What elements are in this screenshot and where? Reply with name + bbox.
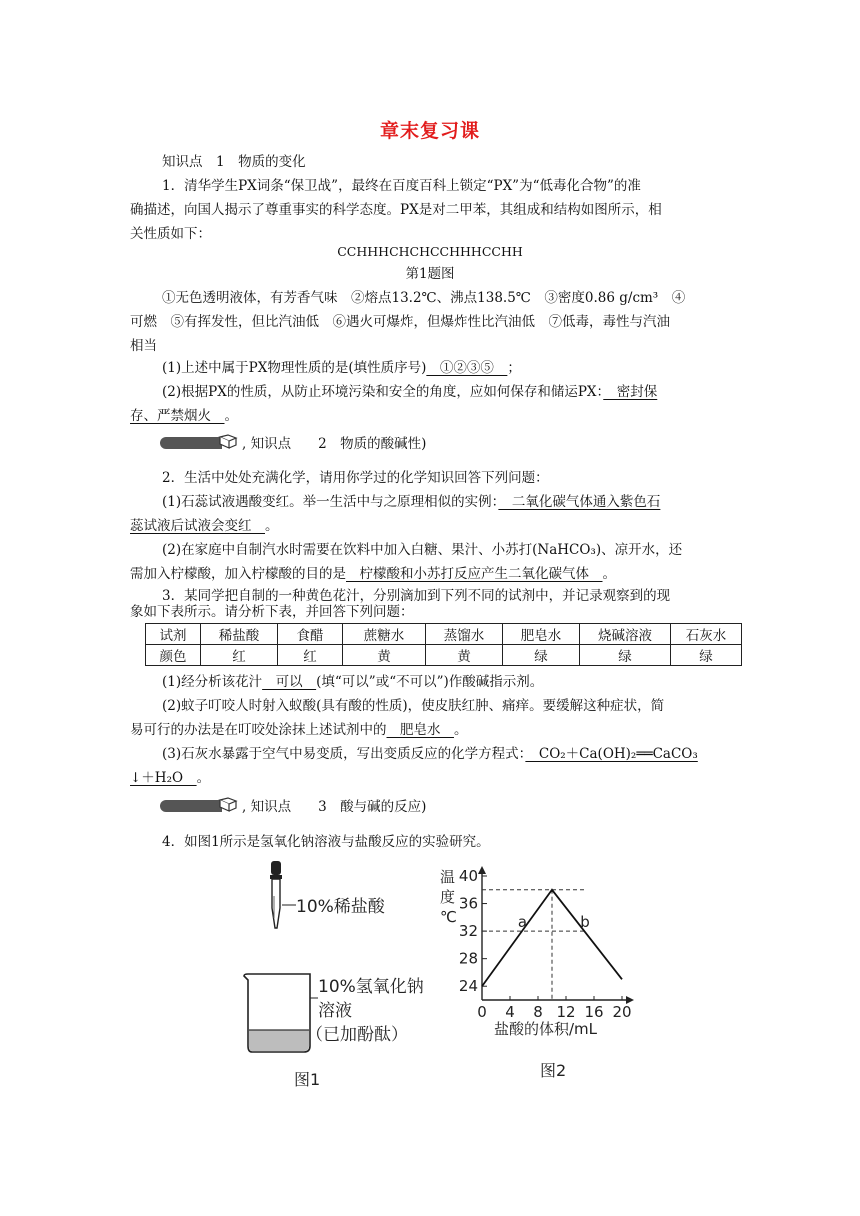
page-title: 章末复习课 xyxy=(379,120,480,142)
x-tick-label: 16 xyxy=(584,1003,604,1021)
table-cell: 烧碱溶液 xyxy=(580,624,671,645)
q2-sub2-text: 需加入柠檬酸，加入柠檬酸的目的是 xyxy=(130,566,346,582)
q1-figure-caption: 第1题图 xyxy=(405,266,455,282)
y-tick-label: 32 xyxy=(458,922,478,941)
q2-sub2-end: 。 xyxy=(602,566,616,582)
q3-sub2-answer: 肥皂水 xyxy=(386,722,454,738)
y-tick-label: 28 xyxy=(458,949,478,968)
q1-sub1-end: ； xyxy=(507,360,521,376)
section-heading-3: , 知识点 3 酸与碱的反应) xyxy=(242,799,427,815)
y-axis-label-char: ℃ xyxy=(440,908,457,926)
px-formula: CCHHHCHCHCCHHHCCHH xyxy=(337,244,523,259)
table-cell: 肥皂水 xyxy=(503,624,580,645)
point-label: b xyxy=(580,913,590,932)
x-tick-label: 0 xyxy=(477,1003,487,1021)
q3-sub1 xyxy=(162,670,730,694)
q2-sub2-line2 xyxy=(130,562,730,586)
q3-line1: 3．某同学把自制的一种黄色花汁，分别滴加到下列不同的试剂中，并记录观察到的现 xyxy=(162,588,671,604)
table-cell: 红 xyxy=(278,645,343,666)
table-cell: 蔗糖水 xyxy=(343,624,426,645)
dropper-bulb xyxy=(271,861,281,875)
q3-sub2-line1: (2)蚊子叮咬人时射入蚁酸(具有酸的性质)，使皮肤红肿、痛痒。要缓解这种症状，简 xyxy=(162,698,665,714)
dropper-label: 10%稀盐酸 xyxy=(296,897,385,917)
q2-sub1-answer-part1: 二氧化碳气体通入紫色石 xyxy=(498,494,661,510)
y-axis-label-char: 度 xyxy=(440,888,456,906)
table-row xyxy=(146,624,742,645)
table-cell: 稀盐酸 xyxy=(201,624,278,645)
x-tick-label: 20 xyxy=(612,1003,632,1021)
q1-sub1-answer: ①②③⑤ xyxy=(426,360,508,376)
x-tick-label: 8 xyxy=(533,1003,543,1021)
section-badge-3 xyxy=(160,795,238,815)
table-cell: 黄 xyxy=(426,645,503,666)
x-tick-label: 4 xyxy=(505,1003,515,1021)
q3-sub1-text: (1)经分析该花汁 xyxy=(162,674,263,690)
beaker-label-1: 10%氢氧化钠 xyxy=(318,977,424,997)
dropper-tube xyxy=(272,879,280,928)
q2-sub1-cont xyxy=(130,514,730,538)
reagent-color-table xyxy=(145,623,742,666)
q3-sub1-answer: 可以 xyxy=(262,674,317,690)
q3-sub3-answer-part2: ↓＋H₂O xyxy=(130,770,197,786)
x-tick-label: 12 xyxy=(556,1003,576,1021)
table-cell: 红 xyxy=(201,645,278,666)
table-cell: 试剂 xyxy=(146,624,201,645)
q1-property-line2: 可燃 ⑤有挥发性，但比汽油低 ⑥遇火可爆炸，但爆炸性比汽油低 ⑦低毒，毒性与汽油 xyxy=(130,314,670,330)
x-axis-label: 盐酸的体积/mL xyxy=(494,1020,598,1038)
solution-liquid xyxy=(249,1030,309,1051)
q3-sub2-end: 。 xyxy=(454,722,468,738)
table-cell: 绿 xyxy=(503,645,580,666)
q3-sub3 xyxy=(162,742,730,766)
q1-sub1-text: (1)上述中属于PX物理性质的是(填性质序号) xyxy=(162,360,427,376)
figure-2-chart xyxy=(436,862,646,1088)
q3-sub1-end: (填“可以”或“不可以”)作酸碱指示剂。 xyxy=(316,674,544,690)
q3-sub3-text: (3)石灰水暴露于空气中易变质，写出变质反应的化学方程式： xyxy=(162,746,526,762)
q1-sub1 xyxy=(162,356,730,380)
y-axis-arrow xyxy=(478,866,486,874)
q1-sub2-answer-part2: 存、严禁烟火 xyxy=(130,408,225,424)
q3-sub3-answer-part1: CO₂＋Ca(OH)₂══CaCO₃ xyxy=(525,746,698,762)
y-tick-label: 36 xyxy=(458,894,478,913)
q4-line1: 4．如图1所示是氢氧化钠溶液与盐酸反应的实验研究。 xyxy=(162,834,490,850)
q3-sub3-end: 。 xyxy=(196,770,211,786)
table-cell: 颜色 xyxy=(146,645,201,666)
q1-line2: 确描述，向国人揭示了尊重事实的科学态度。PX是对二甲苯，其组成和结构如图所示，相 xyxy=(130,202,662,218)
q2-sub1-answer-part2: 蕊试液后试液会变红 xyxy=(130,518,265,534)
q1-sub2-cont xyxy=(130,404,730,428)
q1-line1: 1．清华学生PX词条“保卫战”，最终在百度百科上锁定“PX”为“低毒化合物”的准 xyxy=(162,178,641,194)
y-tick-label: 24 xyxy=(458,977,478,996)
section-badge-2 xyxy=(160,432,238,452)
q1-sub2-answer-part1: 密封保 xyxy=(603,384,658,400)
q1-property-line1: ①无色透明液体，有芳香气味 ②熔点13.2℃、沸点138.5℃ ③密度0.86 g/cm³ ④ xyxy=(162,290,686,306)
q3-sub2-text: 易可行的办法是在叮咬处涂抹上述试剂中的 xyxy=(130,722,387,738)
book-icon xyxy=(218,795,238,815)
table-cell: 石灰水 xyxy=(671,624,742,645)
beaker-label-3: （已加酚酞） xyxy=(306,1025,408,1045)
table-cell: 食醋 xyxy=(278,624,343,645)
q1-sub2 xyxy=(162,380,730,404)
q1-line3: 关性质如下： xyxy=(130,226,211,242)
section-heading-1: 知识点 1 物质的变化 xyxy=(162,154,306,170)
q3-line2: 象如下表所示。请分析下表，并回答下列问题： xyxy=(130,604,414,620)
q2-sub1-end: 。 xyxy=(265,518,279,534)
point-label: a xyxy=(517,913,528,932)
section-heading-2: , 知识点 2 物质的酸碱性) xyxy=(242,436,427,452)
q2-sub1 xyxy=(162,490,730,514)
q2-sub2-line1: (2)在家庭中自制汽水时需要在饮料中加入白糖、果汁、小苏打(NaHCO₃)、凉开水，还 xyxy=(162,542,683,558)
q2-sub1-text: (1)石蕊试液遇酸变红。举一生活中与之原理相似的实例： xyxy=(162,494,499,510)
figure-1-apparatus xyxy=(238,858,434,1088)
book-icon xyxy=(218,432,238,452)
beaker-label-2: 溶液 xyxy=(318,1001,352,1021)
y-tick-label: 40 xyxy=(458,867,478,885)
q1-sub2-end: 。 xyxy=(224,408,238,424)
table-row xyxy=(146,645,742,666)
q3-sub2-line2 xyxy=(130,718,730,742)
q3-sub3-cont xyxy=(130,766,730,790)
q1-property-line3: 相当 xyxy=(130,338,157,354)
figure-1-caption: 图1 xyxy=(294,1070,321,1088)
y-axis-label-char: 温 xyxy=(440,868,456,886)
q2-sub2-answer: 柠檬酸和小苏打反应产生二氧化碳气体 xyxy=(346,566,603,582)
table-cell: 蒸馏水 xyxy=(426,624,503,645)
q2-line1: 2．生活中处处充满化学，请用你学过的化学知识回答下列问题： xyxy=(162,470,549,486)
table-cell: 绿 xyxy=(671,645,742,666)
table-cell: 绿 xyxy=(580,645,671,666)
figure-2-caption: 图2 xyxy=(540,1061,567,1080)
table-cell: 黄 xyxy=(343,645,426,666)
q1-sub2-text: (2)根据PX的性质，从防止环境污染和安全的角度，应如何保存和储运PX： xyxy=(162,384,604,400)
